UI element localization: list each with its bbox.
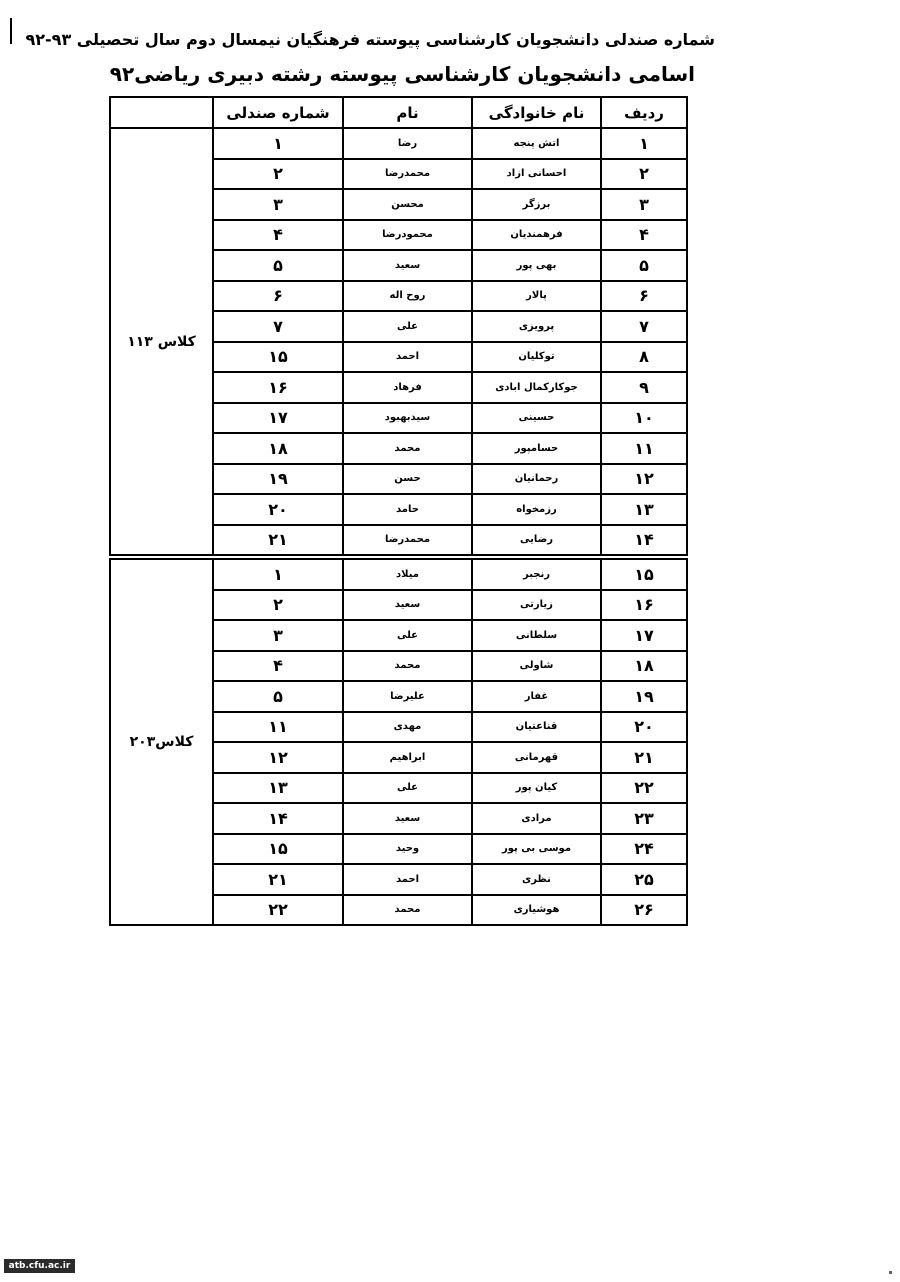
row-number-cell: ۹ xyxy=(601,372,687,403)
row-number-cell: ۱۲ xyxy=(601,464,687,495)
row-number-cell: ۱۴ xyxy=(601,525,687,558)
first-name-cell: علی xyxy=(343,773,472,804)
seat-number-cell: ۱۵ xyxy=(213,834,343,865)
seat-number-cell: ۲۲ xyxy=(213,895,343,926)
row-number-cell: ۱۰ xyxy=(601,403,687,434)
row-number-cell: ۶ xyxy=(601,281,687,312)
row-number-cell: ۱۷ xyxy=(601,620,687,651)
first-name-cell: مهدی xyxy=(343,712,472,743)
document-title: شماره صندلی دانشجویان کارشناسی پیوسته فرهنگیان نیمسال دوم سال تحصیلی ۹۳-۹۲ xyxy=(25,30,715,49)
seat-number-cell: ۴ xyxy=(213,220,343,251)
row-number-cell: ۱۵ xyxy=(601,557,687,590)
row-number-cell: ۲۲ xyxy=(601,773,687,804)
first-name-cell: میلاد xyxy=(343,557,472,590)
seat-number-cell: ۱۶ xyxy=(213,372,343,403)
family-name-cell: زیارتی xyxy=(472,590,601,621)
row-number-cell: ۱ xyxy=(601,128,687,159)
first-name-cell: روح اله xyxy=(343,281,472,312)
family-name-cell: قهرمانی xyxy=(472,742,601,773)
first-name-cell: علیرضا xyxy=(343,681,472,712)
seat-number-cell: ۱۵ xyxy=(213,342,343,373)
family-name-cell: قناعتیان xyxy=(472,712,601,743)
family-name-cell: هوشیاری xyxy=(472,895,601,926)
family-name-cell: سلطانی xyxy=(472,620,601,651)
row-number-cell: ۴ xyxy=(601,220,687,251)
row-number-cell: ۱۶ xyxy=(601,590,687,621)
document-subtitle: اسامی دانشجویان کارشناسی پیوسته رشته دبیری ریاضی۹۲ xyxy=(109,62,695,86)
column-header-row-number: ردیف xyxy=(601,97,687,128)
row-number-cell: ۷ xyxy=(601,311,687,342)
row-number-cell: ۵ xyxy=(601,250,687,281)
family-name-cell: شاولی xyxy=(472,651,601,682)
first-name-cell: سعید xyxy=(343,590,472,621)
family-name-cell: فرهمندیان xyxy=(472,220,601,251)
first-name-cell: سیدبهبود xyxy=(343,403,472,434)
first-name-cell: سعید xyxy=(343,803,472,834)
table-row xyxy=(110,557,687,590)
row-number-cell: ۳ xyxy=(601,189,687,220)
seat-number-cell: ۶ xyxy=(213,281,343,312)
family-name-cell: رضایی xyxy=(472,525,601,558)
family-name-cell: پرویزی xyxy=(472,311,601,342)
row-number-cell: ۲۱ xyxy=(601,742,687,773)
column-header-first-name: نام xyxy=(343,97,472,128)
first-name-cell: محمودرضا xyxy=(343,220,472,251)
seat-number-cell: ۱۸ xyxy=(213,433,343,464)
first-name-cell: علی xyxy=(343,620,472,651)
seat-number-cell: ۴ xyxy=(213,651,343,682)
first-name-cell: احمد xyxy=(343,342,472,373)
seat-number-cell: ۱۳ xyxy=(213,773,343,804)
row-number-cell: ۱۳ xyxy=(601,494,687,525)
family-name-cell: حسینی xyxy=(472,403,601,434)
first-name-cell: ابراهیم xyxy=(343,742,472,773)
family-name-cell: احسانی ازاد xyxy=(472,159,601,190)
family-name-cell: بهی پور xyxy=(472,250,601,281)
seat-number-cell: ۷ xyxy=(213,311,343,342)
row-number-cell: ۲۰ xyxy=(601,712,687,743)
row-number-cell: ۲ xyxy=(601,159,687,190)
family-name-cell: رنجبر xyxy=(472,557,601,590)
seat-number-cell: ۲ xyxy=(213,159,343,190)
row-number-cell: ۲۵ xyxy=(601,864,687,895)
first-name-cell: محمد xyxy=(343,895,472,926)
first-name-cell: محمد xyxy=(343,651,472,682)
family-name-cell: کیان پور xyxy=(472,773,601,804)
first-name-cell: فرهاد xyxy=(343,372,472,403)
class-label-cell: کلاس۲۰۳ xyxy=(110,557,213,925)
first-name-cell: محسن xyxy=(343,189,472,220)
seat-number-cell: ۱ xyxy=(213,128,343,159)
first-name-cell: حامد xyxy=(343,494,472,525)
seat-number-cell: ۱۱ xyxy=(213,712,343,743)
seat-number-cell: ۳ xyxy=(213,189,343,220)
column-header-seat-number: شماره صندلی xyxy=(213,97,343,128)
family-name-cell: نظری xyxy=(472,864,601,895)
family-name-cell: توکلیان xyxy=(472,342,601,373)
family-name-cell: مرادی xyxy=(472,803,601,834)
column-header-class xyxy=(110,97,213,128)
first-name-cell: محمد xyxy=(343,433,472,464)
row-number-cell: ۲۴ xyxy=(601,834,687,865)
site-logo: atb.cfu.ac.ir xyxy=(4,1259,75,1273)
seat-number-cell: ۲ xyxy=(213,590,343,621)
seat-number-cell: ۱۲ xyxy=(213,742,343,773)
first-name-cell: محمدرضا xyxy=(343,525,472,558)
family-name-cell: حسامپور xyxy=(472,433,601,464)
table-header-row xyxy=(110,97,687,128)
seat-number-cell: ۲۱ xyxy=(213,864,343,895)
family-name-cell: رحمانیان xyxy=(472,464,601,495)
row-number-cell: ۱۹ xyxy=(601,681,687,712)
first-name-cell: محمدرضا xyxy=(343,159,472,190)
scan-corner-mark xyxy=(889,1271,892,1274)
scan-edge-mark xyxy=(10,18,12,44)
family-name-cell: غفار xyxy=(472,681,601,712)
first-name-cell: احمد xyxy=(343,864,472,895)
family-name-cell: برزگر xyxy=(472,189,601,220)
seat-number-cell: ۱۹ xyxy=(213,464,343,495)
student-seat-table xyxy=(109,96,688,926)
seat-number-cell: ۲۰ xyxy=(213,494,343,525)
row-number-cell: ۸ xyxy=(601,342,687,373)
first-name-cell: حسن xyxy=(343,464,472,495)
family-name-cell: جوکارکمال ابادی xyxy=(472,372,601,403)
column-header-family-name: نام خانوادگی xyxy=(472,97,601,128)
seat-number-cell: ۲۱ xyxy=(213,525,343,558)
row-number-cell: ۱۱ xyxy=(601,433,687,464)
seat-number-cell: ۵ xyxy=(213,250,343,281)
family-name-cell: اتش پنجه xyxy=(472,128,601,159)
first-name-cell: سعید xyxy=(343,250,472,281)
first-name-cell: وحید xyxy=(343,834,472,865)
first-name-cell: علی xyxy=(343,311,472,342)
seat-number-cell: ۳ xyxy=(213,620,343,651)
seat-number-cell: ۱۷ xyxy=(213,403,343,434)
family-name-cell: پالار xyxy=(472,281,601,312)
family-name-cell: موسی بی پور xyxy=(472,834,601,865)
class-label-cell: کلاس ۱۱۳ xyxy=(110,128,213,557)
table-row xyxy=(110,128,687,159)
seat-number-cell: ۱ xyxy=(213,557,343,590)
row-number-cell: ۲۳ xyxy=(601,803,687,834)
row-number-cell: ۲۶ xyxy=(601,895,687,926)
family-name-cell: رزمخواه xyxy=(472,494,601,525)
seat-number-cell: ۵ xyxy=(213,681,343,712)
row-number-cell: ۱۸ xyxy=(601,651,687,682)
seat-number-cell: ۱۴ xyxy=(213,803,343,834)
first-name-cell: رضا xyxy=(343,128,472,159)
